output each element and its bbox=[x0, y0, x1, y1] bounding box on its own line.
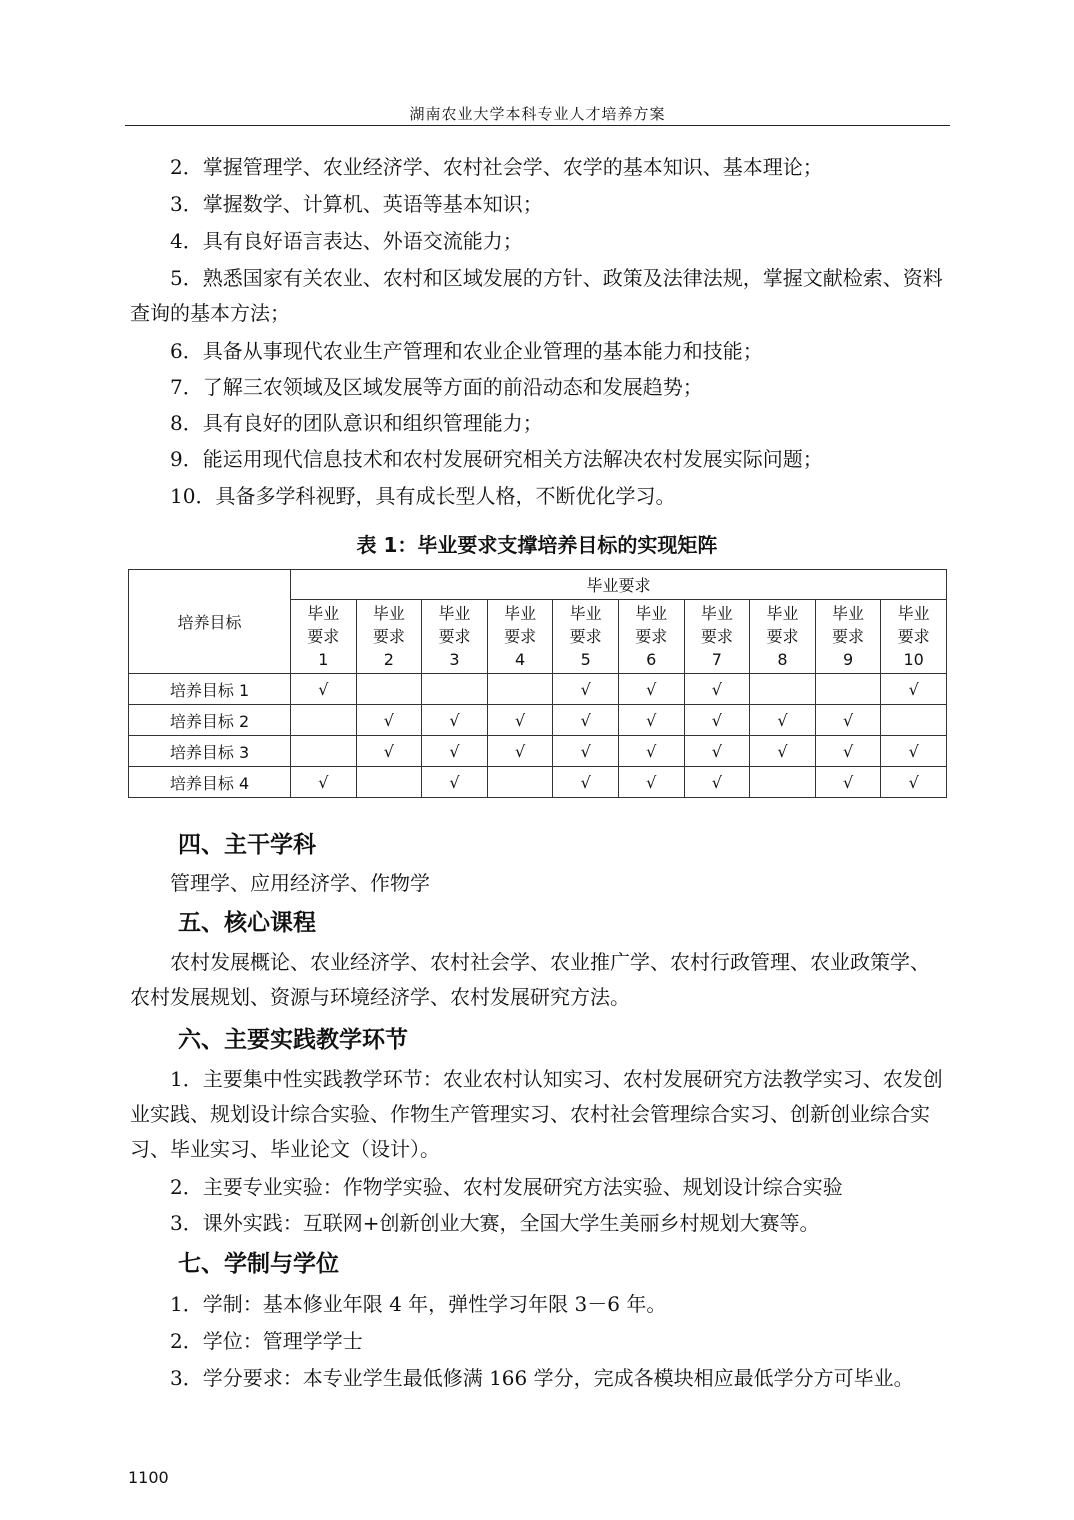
matrix-cell: √ bbox=[422, 767, 488, 798]
matrix-cell bbox=[291, 705, 357, 736]
requirement-header-cell bbox=[553, 600, 619, 674]
matrix-cell: √ bbox=[291, 767, 357, 798]
requirement-header-text: 要求 bbox=[504, 627, 537, 646]
requirement-header-text: 要求 bbox=[569, 627, 602, 646]
section-heading-6: 六、主要实践教学环节 bbox=[178, 1027, 408, 1053]
requirement-item-10: 10．具备多学科视野，具有成长型人格，不断优化学习。 bbox=[170, 484, 676, 508]
requirement-header-cell bbox=[487, 600, 553, 674]
section-heading-4: 四、主干学科 bbox=[178, 832, 316, 858]
requirement-header-text: 3 bbox=[449, 650, 460, 669]
matrix-cell: √ bbox=[422, 736, 488, 767]
matrix-cell: √ bbox=[553, 705, 619, 736]
matrix-cell: √ bbox=[881, 736, 947, 767]
requirement-header-text: 毕业 bbox=[766, 604, 799, 623]
degree-item-3: 3．学分要求：本专业学生最低修满 166 学分，完成各模块相应最低学分方可毕业。 bbox=[170, 1366, 914, 1390]
requirement-header-text: 4 bbox=[514, 650, 526, 669]
requirement-header-text: 7 bbox=[711, 650, 722, 669]
matrix-cell bbox=[750, 674, 816, 705]
matrix-cell bbox=[815, 674, 881, 705]
objective-label: 培养目标 1 bbox=[129, 674, 291, 705]
requirement-header-text: 5 bbox=[580, 650, 591, 669]
matrix-cell: √ bbox=[618, 767, 684, 798]
table-row bbox=[129, 767, 947, 798]
header-rule bbox=[125, 125, 950, 126]
requirement-header-text: 1 bbox=[318, 650, 329, 669]
requirement-header-cell bbox=[291, 600, 357, 674]
requirement-item-6: 6．具备从事现代农业生产管理和农业企业管理的基本能力和技能； bbox=[170, 339, 763, 363]
degree-item-1: 1．学制：基本修业年限 4 年，弹性学习年限 3－6 年。 bbox=[170, 1292, 667, 1316]
requirement-header-text: 毕业 bbox=[438, 604, 471, 623]
matrix-cell bbox=[356, 767, 422, 798]
matrix-cell: √ bbox=[487, 705, 553, 736]
objective-label: 培养目标 4 bbox=[129, 767, 291, 798]
section-heading-7: 七、学制与学位 bbox=[178, 1251, 339, 1277]
requirement-header-text: 要求 bbox=[897, 627, 930, 646]
requirement-item-4: 4．具有良好语言表达、外语交流能力； bbox=[170, 229, 523, 253]
matrix-cell: √ bbox=[815, 767, 881, 798]
support-matrix-table bbox=[128, 569, 947, 798]
matrix-cell bbox=[291, 736, 357, 767]
matrix-cell: √ bbox=[356, 705, 422, 736]
matrix-cell: √ bbox=[618, 674, 684, 705]
requirement-item-8: 8．具有良好的团队意识和组织管理能力； bbox=[170, 411, 543, 435]
objective-label: 培养目标 2 bbox=[129, 705, 291, 736]
matrix-cell: √ bbox=[684, 674, 750, 705]
requirement-header-text: 2 bbox=[383, 650, 394, 669]
requirement-header-cell bbox=[356, 600, 422, 674]
requirement-header-text: 要求 bbox=[307, 627, 340, 646]
matrix-cell: √ bbox=[815, 705, 881, 736]
practice-item-1: 1．主要集中性实践教学环节：农业农村认知实习、农村发展研究方法教学实习、农发创业实践、规划设计综合实验、作物生产管理实习、农村社会管理综合实习、创新创业综合实习、毕业实习、毕业论文（设计）。 bbox=[130, 1067, 943, 1161]
requirement-item-7: 7．了解三农领域及区域发展等方面的前沿动态和发展趋势； bbox=[170, 375, 703, 399]
requirement-header-text: 10 bbox=[903, 650, 924, 669]
matrix-cell: √ bbox=[881, 767, 947, 798]
matrix-cell: √ bbox=[750, 736, 816, 767]
practice-item-3: 3．课外实践：互联网+创新创业大赛，全国大学生美丽乡村规划大赛等。 bbox=[170, 1211, 820, 1235]
requirement-header-text: 6 bbox=[646, 650, 657, 669]
matrix-cell: √ bbox=[487, 736, 553, 767]
degree-item-2: 2．学位：管理学学士 bbox=[170, 1329, 363, 1353]
matrix-cell bbox=[750, 767, 816, 798]
matrix-cell: √ bbox=[618, 736, 684, 767]
matrix-cell: √ bbox=[618, 705, 684, 736]
requirement-header-text: 毕业 bbox=[504, 604, 537, 623]
requirement-header-text: 要求 bbox=[372, 627, 405, 646]
group-header: 毕业要求 bbox=[291, 570, 947, 600]
matrix-cell: √ bbox=[815, 736, 881, 767]
corner-header: 培养目标 bbox=[129, 570, 291, 674]
requirement-header-text: 毕业 bbox=[635, 604, 668, 623]
requirement-header-text: 毕业 bbox=[307, 604, 340, 623]
requirement-header-text: 毕业 bbox=[897, 604, 930, 623]
requirement-header-cell bbox=[815, 600, 881, 674]
requirement-header-cell bbox=[750, 600, 816, 674]
matrix-cell: √ bbox=[684, 736, 750, 767]
requirement-header-text: 9 bbox=[842, 650, 854, 669]
requirement-header-text: 毕业 bbox=[832, 604, 865, 623]
requirement-header-text: 毕业 bbox=[372, 604, 405, 623]
requirement-header-cell bbox=[422, 600, 488, 674]
matrix-cell: √ bbox=[881, 674, 947, 705]
requirement-header-cell bbox=[618, 600, 684, 674]
requirement-item-2: 2．掌握管理学、农业经济学、农村社会学、农学的基本知识、基本理论； bbox=[170, 155, 823, 179]
running-header: 湖南农业大学本科专业人才培养方案 bbox=[409, 105, 666, 123]
requirement-header-text: 毕业 bbox=[569, 604, 602, 623]
practice-item-2: 2．主要专业实验：作物学实验、农村发展研究方法实验、规划设计综合实验 bbox=[170, 1175, 843, 1199]
matrix-cell: √ bbox=[356, 736, 422, 767]
matrix-cell: √ bbox=[291, 674, 357, 705]
matrix-cell: √ bbox=[553, 736, 619, 767]
objective-label: 培养目标 3 bbox=[129, 736, 291, 767]
table-row bbox=[129, 736, 947, 767]
matrix-cell: √ bbox=[422, 705, 488, 736]
matrix-cell bbox=[422, 674, 488, 705]
requirement-header-text: 要求 bbox=[438, 627, 471, 646]
section-heading-5: 五、核心课程 bbox=[178, 910, 316, 936]
requirement-header-text: 8 bbox=[777, 650, 788, 669]
requirement-item-9: 9．能运用现代信息技术和农村发展研究相关方法解决农村发展实际问题； bbox=[170, 447, 823, 471]
matrix-cell: √ bbox=[553, 767, 619, 798]
requirement-header-cell bbox=[684, 600, 750, 674]
page-number: 1100 bbox=[128, 1468, 169, 1487]
matrix-cell bbox=[487, 767, 553, 798]
section-body-4: 管理学、应用经济学、作物学 bbox=[170, 871, 430, 895]
requirement-header-text: 毕业 bbox=[700, 604, 733, 623]
requirement-item-3: 3．掌握数学、计算机、英语等基本知识； bbox=[170, 192, 543, 216]
matrix-cell bbox=[356, 674, 422, 705]
requirement-header-text: 要求 bbox=[766, 627, 799, 646]
table-row bbox=[129, 705, 947, 736]
matrix-cell: √ bbox=[750, 705, 816, 736]
requirement-header-cell bbox=[881, 600, 947, 674]
section-body-5: 农村发展概论、农业经济学、农村社会学、农业推广学、农村行政管理、农业政策学、农村发展规划、资源与环境经济学、农村发展研究方法。 bbox=[130, 950, 930, 1009]
matrix-cell: √ bbox=[684, 705, 750, 736]
matrix-cell: √ bbox=[684, 767, 750, 798]
matrix-cell bbox=[881, 705, 947, 736]
requirement-item-5: 5．熟悉国家有关农业、农村和区域发展的方针、政策及法律法规，掌握文献检索、资料查询的基本方法； bbox=[130, 266, 943, 325]
matrix-cell bbox=[487, 674, 553, 705]
requirement-header-text: 要求 bbox=[700, 627, 733, 646]
requirement-header-text: 要求 bbox=[832, 627, 865, 646]
table-caption: 表 1：毕业要求支撑培养目标的实现矩阵 bbox=[356, 533, 718, 557]
requirement-header-text: 要求 bbox=[635, 627, 668, 646]
matrix-cell: √ bbox=[553, 674, 619, 705]
table-row bbox=[129, 674, 947, 705]
